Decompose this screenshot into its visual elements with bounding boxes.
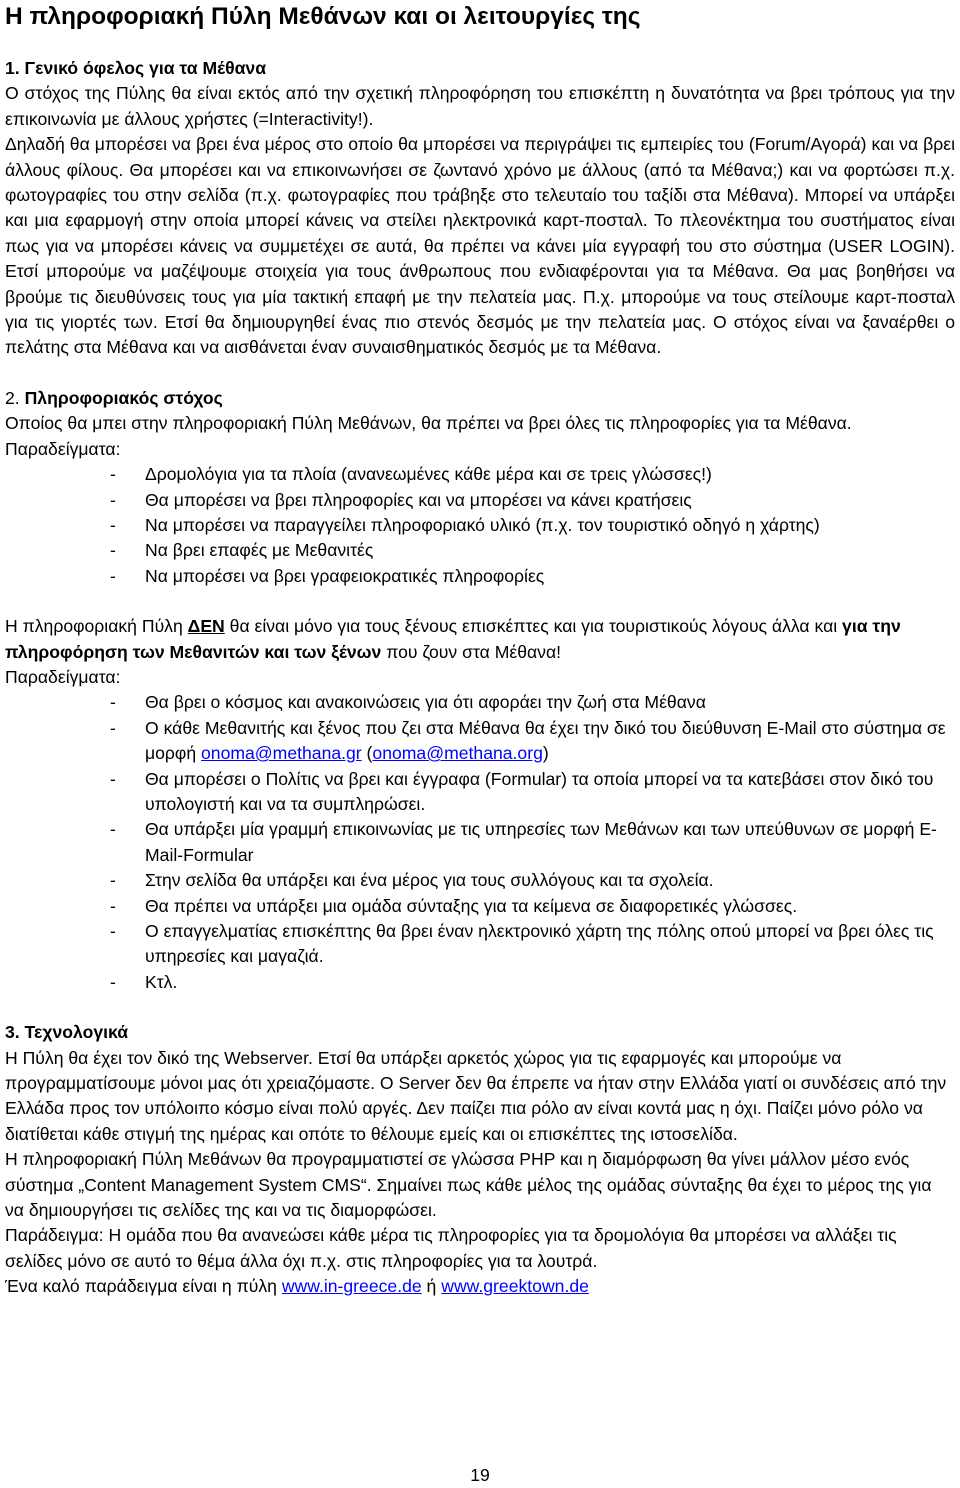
section2-heading-text: Πληροφοριακός στόχος (24, 387, 223, 408)
section1-heading: 1. Γενικό όφελος για τα Μέθανα (5, 58, 267, 78)
examples-list-2 (5, 690, 955, 995)
list-item: - Θα μπορέσει ο Πολίτις να βρει και έγγραφα (Formular) τα οποία μπορεί να τα κατεβάσει στον δικό του υπολογιστή και να τα συμπληρώσει. (110, 767, 955, 818)
email-link-org[interactable]: onoma@methana.org (372, 743, 543, 764)
paragraph-text: θα είναι μόνο για τους ξένους επισκέπτες και για τουριστικούς λόγους άλλα και (229, 616, 838, 637)
list-item: - Κτλ. (110, 970, 955, 995)
paragraph-text: Η πληροφοριακή Πύλη (5, 616, 183, 637)
link-in-greece[interactable]: www.in-greece.de (281, 1276, 422, 1297)
paragraph-text: ή (426, 1276, 437, 1297)
section3-heading: 3. Τεχνολογικά (5, 1022, 129, 1043)
section3-paragraph-2: Η πληροφοριακή Πύλη Μεθάνων θα προγραμματιστεί σε γλώσσα PHP και η διαμόρφωση θα γίνει μάλλον μέσο ενός σύστημα „Content Management System CMS“. Σημαίνει πως κάθε μέλος της ομάδας σύνταξης θα έχει το μέρος της για να δημιουργήσει τις σελίδες της και να τις διαμορφώσει. (5, 1149, 932, 1221)
emphasis-den: ΔΕΝ (187, 616, 225, 637)
examples-label-2: Παραδείγματα: (5, 666, 121, 687)
paragraph-text: Ένα καλό παράδειγμα είναι η πύλη (5, 1276, 277, 1297)
section1-paragraph-1: Ο στόχος της Πύλης θα είναι εκτός από την σχετική πληροφόρηση του επισκέπτη η δυνατότητα να βρει τρόπους για την επικοινωνία με άλλους χρήστες (=Interactivity!). (5, 83, 955, 129)
spacer (5, 361, 955, 386)
section2-paragraph-2 (5, 614, 955, 665)
list-item: - Θα πρέπει να υπάρξει μια ομάδα σύνταξης για τα κείμενα σε διαφορετικές γλώσσες. (110, 894, 955, 919)
page-number: 19 (470, 1465, 490, 1485)
list-item: - Στην σελίδα θα υπάρξει και ένα μέρος για τους συλλόγους και τα σχολεία. (110, 868, 955, 893)
list-item-text: Ο κάθε Μεθανιτής και ξένος που ζει στα Μέθανα θα έχει την δικό του διεύθυνση E-Mail στο σύστημα σε μορφή (145, 717, 946, 764)
spacer (5, 589, 955, 614)
section2-heading-number: 2. (5, 387, 20, 408)
list-item: - Δρομολόγια για τα πλοία (ανανεωμένες κάθε μέρα και σε τρεις γλώσσες!) (110, 462, 955, 487)
list-item: - Ο κάθε Μεθανιτής και ξένος που ζει στα Μέθανα θα έχει την δικό του διεύθυνση E-Mail στο σύστημα σε μορφή onoma@methana.gr (onoma@methana.org) (110, 716, 955, 767)
section3-paragraph-3: Παράδειγμα: Η ομάδα που θα ανανεώσει κάθε μέρα τις πληροφορίες για τα δρομολόγια θα μπορέσει να αλλάξει τις σελίδες μόνο σε αυτό το θέμα άλλα όχι π.χ. στις πληροφορίες για τα λουτρά. (5, 1225, 897, 1271)
list-item: - Θα μπορέσει να βρει πληροφορίες και να μπορέσει να κάνει κρατήσεις (110, 488, 955, 513)
section-general-benefit (5, 56, 955, 361)
list-item: - Να βρει επαφές με Μεθανιτές (110, 538, 955, 563)
section2-intro: Οποίος θα μπει στην πληροφοριακή Πύλη Μεθάνων, θα πρέπει να βρει όλες τις πληροφορίες για τα Μέθανα. (5, 413, 852, 434)
document-body (5, 56, 955, 1300)
section-technology (5, 1020, 955, 1299)
list-item: - Να μπορέσει να βρει γραφειοκρατικές πληροφορίες (110, 564, 955, 589)
spacer (5, 995, 955, 1020)
emphasis-text: για την πληροφόρηση των Μεθανιτών και των ξένων (5, 616, 901, 662)
section3-paragraph-4 (5, 1274, 955, 1299)
section1-paragraph-2: Δηλαδή θα μπορέσει να βρει ένα μέρος στο οποίο θα μπορέσει να περιγράψει τις εμπειρίες του (Forum/Αγορά) και να βρει άλλους φίλους. Θα μπορέσει και να επικοινωνήσει σε ζωντανό χρόνο με άλλους (από τα Μέθανα;) και να φορτώσει π.χ. φωτογραφίες του στην σελίδα (π.χ. φωτογραφίες που τράβηξε στο τελευταίο του ταξίδι στα Μέθανα). Μπορεί να υπάρξει και μια εφαρμογή στην οποία μπορεί κάνεις να στείλει ηλεκτρονικά καρτ-ποσταλ. Το πλεονέκτημα του συστήματος είναι πως για να μπορέσει κάνεις να συμμετέχει σε αυτά, θα πρέπει να κάνει μία εγγραφή του στο σύστημα (USER LOGIN). Ετσί μπορούμε να μαζέψουμε στοιχεία για τους άνθρωπους που ενδιαφέρονται για τα Μέθανα. Θα μας βοηθήσει να βρούμε τις διευθύνσεις τους για μία τακτική επαφή με την πελατεία μας. Π.χ. μπορούμε να τους στείλουμε καρτ-ποσταλ για τις γιορτές των. Ετσί θα δημιουργηθεί ένας πιο στενός δεσμός με την πελατεία μας. Ο στόχος είναι να ξαναέρθει ο πελάτης στα Μέθανα και να αισθάνεται έναν συναισθηματικός δεσμός με τα Μέθανα. (5, 134, 955, 358)
link-greektown[interactable]: www.greektown.de (441, 1276, 589, 1297)
examples-label-1: Παραδείγματα: (5, 438, 121, 459)
section2-heading (5, 386, 955, 411)
page-title: Η πληροφοριακή Πύλη Μεθάνων και οι λειτουργίες της (5, 3, 641, 30)
list-item: - Να μπορέσει να παραγγείλει πληροφοριακό υλικό (π.χ. τον τουριστικό οδηγό η χάρτης) (110, 513, 955, 538)
email-link-gr[interactable]: onoma@methana.gr (201, 743, 362, 764)
section-information-goal (5, 386, 955, 995)
examples-list-1 (5, 462, 955, 589)
list-item: - Θα υπάρξει μία γραμμή επικοινωνίας με τις υπηρεσίες των Μεθάνων και των υπεύθυνων σε μορφή E-Mail-Formular (110, 817, 955, 868)
list-item: - Θα βρει ο κόσμος και ανακοινώσεις για ότι αφοράει την ζωή στα Μέθανα (110, 690, 955, 715)
section3-paragraph-1: Η Πύλη θα έχει τον δικό της Webserver. Ετσί θα υπάρξει αρκετός χώρος για τις εφαρμογές και μπορούμε να προγραμματίσουμε μόνοι μας ότι χρειαζόμαστε. Ο Server δεν θα έπρεπε να ήταν στην Ελλάδα γιατί οι συνδέσεις από την Ελλάδα προς τον υπόλοιπο κόσμο είναι πολύ αργές. Δεν παίζει πια ρόλο αν είναι κοντά μας η όχι. Παίζει μόνο ρόλο να διατίθεται κάθε στιγμή της ημέρας και οπότε το θέλουμε εμείς και οι επισκέπτες της ιστοσελίδα. (5, 1047, 947, 1144)
paragraph-text: που ζουν στα Μέθανα! (386, 641, 562, 662)
list-item: - Ο επαγγελματίας επισκέπτης θα βρει έναν ηλεκτρονικό χάρτη της πόλης οπού μπορεί να βρει όλες τις υπηρεσίες και μαγαζιά. (110, 919, 955, 970)
